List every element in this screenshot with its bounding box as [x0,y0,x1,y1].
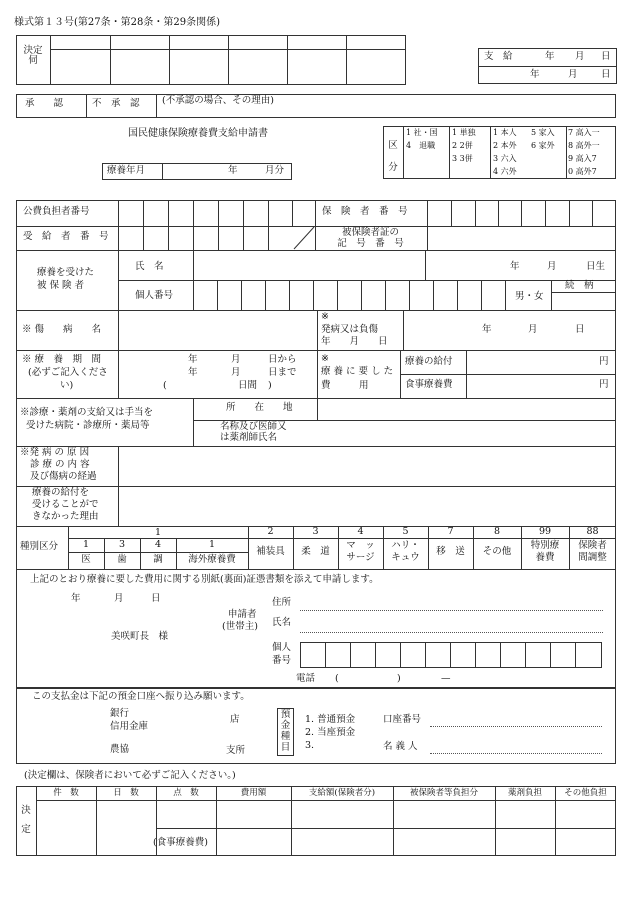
type-sub-label-0[interactable]: 医 [81,554,91,565]
decision-note: (決定欄は、保険者において必ずご記入ください。) [24,770,236,781]
kubun-col4-0: 5 家入 [531,128,555,137]
period-to-year: 年 [188,367,198,378]
kubun-col3-3: 4 六外 [493,167,517,176]
type-label-3[interactable]: ハリ・ [391,540,420,551]
recipient-number-label: 受 給 者 番 号 [23,231,109,242]
period-from-suffix: 日から [268,354,297,365]
type-class-label: 種別区分 [20,541,59,552]
cause-label-2: 診 療 の 内 容 [30,459,90,470]
type-label-7[interactable]: 保険者 [578,540,607,551]
cost-label-1: 療 養 に 要 し た [321,366,394,377]
phone-close: ) [397,673,401,684]
approve-label[interactable]: 承 認 [25,98,64,109]
decision-header-0: 件 数 [53,788,79,798]
account-type-other[interactable]: 3. [305,740,315,751]
applicant-name-label: 氏名 [272,617,292,628]
kubun-col1-0: 1 社・国 [406,128,438,137]
decision-header-3: 費用額 [240,788,267,798]
declaration-box [16,570,616,688]
payment-month-2: 月 [568,69,578,80]
benefit-yen: 円 [599,356,609,367]
reason-label-1: 療養の給付を [32,487,90,498]
main-form-table [16,200,616,570]
form-number: 様式第１３号(第27条・第28条・第29条関係) [14,17,220,28]
type-sub-label-1[interactable]: 歯 [117,554,127,565]
onset-label-1: 発病又は負傷 [321,324,379,335]
phone-label: 電話 [296,673,316,684]
treatment-month-label: 療養年月 [107,165,146,176]
public-payer-number-label: 公費負担者番号 [23,206,90,217]
kubun-col2-2: 3 3併 [452,154,473,163]
payment-day-2: 日 [601,69,611,80]
phone-open: ( [335,673,339,684]
declaration-day: 日 [151,593,161,604]
period-label-2: (必ずご記入くださ [28,367,108,378]
card-number-label: 記 号 番 号 [337,238,404,249]
type-label-0[interactable]: 補装具 [256,546,285,557]
sex-option[interactable]: 男・女 [515,291,544,302]
type-code-7: 88 [586,526,599,537]
bank-intro: この支払金は下記の預金口座へ振り込み願います。 [32,691,250,702]
kubun-col5-0: 7 高入一 [568,128,600,137]
account-type-char-0: 預 [280,709,291,720]
applicant-personal-number-field[interactable] [300,642,602,668]
decision-header-4: 支給額(保険者分) [308,788,376,798]
insured-label-1: 療養を受けた [37,267,95,278]
account-type-ordinary[interactable]: 1. 普通預金 [305,714,356,725]
birth-day-unit: 日生 [586,261,606,272]
decision-header-6: 薬剤負担 [507,788,542,798]
type-sub-code-1: 3 [118,539,126,550]
decision-header-5: 被保険者等負担分 [409,788,478,798]
decision-header-2: 点 数 [173,788,199,798]
decision-meal-note: (食事療養費) [153,837,208,848]
kubun-col4-1: 6 家外 [531,141,555,150]
phone-dash: — [441,673,451,684]
period-days-close: ) [268,380,272,391]
payment-day: 日 [601,51,611,62]
meal-yen: 円 [599,379,609,390]
type-label-3b: キュウ [391,552,420,563]
applicant-address-label: 住所 [272,597,292,608]
decision-label: 決定伺 [23,45,43,67]
type-label-1[interactable]: 柔 道 [301,546,330,557]
insured-name-label: 氏 名 [135,261,164,272]
cause-label-1: ※発 病 の 原 因 [20,447,90,458]
period-days-open: ( [163,380,167,391]
applicant-personal-label-1: 個人 [272,642,292,653]
account-type-char-3: 目 [280,742,291,753]
decision-header-1: 日 数 [113,788,139,798]
kubun-col1-1: 4 退職 [406,141,436,150]
cost-label-2: 費 用 [321,380,369,391]
treatment-month-unit: 月分 [265,165,285,176]
meal-cost-label: 食事療養費 [405,379,453,390]
onset-year-unit: 年 [482,324,492,335]
kubun-col3-1: 2 本外 [493,141,517,150]
insured-label-2: 被 保 険 者 [37,280,85,291]
onset-mark: ※ [321,311,329,322]
account-type-char-1: 金 [280,720,291,731]
mayor-addressee: 美咲町長 様 [111,631,169,642]
type-sub-code-0: 1 [82,539,90,550]
onset-month-unit: 月 [528,324,538,335]
personal-number-label: 個人番号 [135,290,174,301]
cause-label-3: 及び傷病の経過 [30,471,97,482]
diagonal-slash [292,226,315,250]
form-title: 国民健康保険療養費支給申請書 [128,128,268,139]
kubun-col2-1: 2 2併 [452,141,473,150]
hospital-label-1: ※診療・薬剤の支給又は手当を [20,407,154,418]
period-from-year: 年 [188,354,198,365]
applicant-label-1: 申請者 [228,609,257,620]
type-code-5: 8 [493,526,501,537]
kubun-col5-3: 0 高外7 [568,167,597,176]
cost-mark: ※ [321,353,329,364]
type-code-2: 4 [357,526,364,537]
decision-stamp-box [16,35,406,85]
type-code-4: 7 [447,526,454,537]
kubun-col2-0: 1 単独 [452,128,476,137]
applicant-personal-label-2: 番号 [272,655,292,666]
birth-year-unit: 年 [510,261,520,272]
type-code-3: 5 [402,526,409,537]
type-label-2[interactable]: マ ッ [346,540,375,551]
declaration-month: 月 [114,593,124,604]
account-type-current[interactable]: 2. 当座預金 [305,727,356,738]
payment-month: 月 [575,51,585,62]
hospital-label-2: 受けた病院・診療所・薬局等 [26,420,150,431]
period-label-3: い) [60,380,74,391]
nokyo-label: 農協 [110,744,130,755]
type-code-6: 99 [538,526,552,537]
reject-label[interactable]: 不 承 認 [92,98,140,109]
period-days: 日間 [238,380,258,391]
type-head-1: 1 [154,527,162,538]
branch-label: 店 [230,714,240,725]
applicant-label-2: (世帯主) [222,621,258,632]
period-from-month: 月 [231,354,241,365]
payment-label: 支 給 [484,51,513,62]
insurer-number-label: 保 険 者 番 号 [322,206,408,217]
type-sub-label-2[interactable]: 調 [153,554,163,565]
onset-day-unit: 日 [575,324,585,335]
relation-label: 続 柄 [565,280,594,291]
onset-label-2: 年 月 日 [321,336,388,347]
kubun-label: 区分 [388,140,398,173]
period-label-1: ※ 療 養 期 間 [22,354,102,365]
disease-label: ※ 傷 病 名 [22,324,102,335]
birth-month-unit: 月 [547,261,557,272]
card-symbol-label: 被保険者証の [341,227,399,238]
reason-label-3: きなかった理由 [32,511,99,522]
type-label-6b: 養費 [535,552,555,563]
doctor-label-1: 名称及び医師又 [220,421,287,432]
decision-side-1: 定 [21,824,31,835]
type-code-1: 3 [312,526,319,537]
declaration-year: 年 [71,593,81,604]
kubun-col3-2: 3 六入 [493,154,517,163]
period-to-suffix: 日まで [268,367,297,378]
type-sub-label-3[interactable]: 海外療養費 [188,554,236,565]
benefit-label: 療養の給付 [405,356,453,367]
period-to-month: 月 [231,367,241,378]
decision-side-0: 決 [21,805,31,816]
account-number-label: 口座番号 [383,714,422,725]
type-label-6[interactable]: 特別療 [530,540,560,551]
type-sub-code-2: 4 [154,539,162,550]
declaration-text: 上記のとおり療養に要した費用に関する別紙(裏面)証憑書類を添えて申請します。 [30,574,379,585]
kubun-col5-1: 8 高外一 [568,141,600,150]
reason-label-2: 受けることがで [32,499,99,510]
kubun-col5-2: 9 高入7 [568,154,597,163]
reject-reason-label: (不承認の場合、その理由) [162,95,274,106]
type-label-2b: サージ [346,552,375,563]
account-type-char-2: 種 [280,731,291,742]
type-label-4[interactable]: 移 送 [436,546,465,557]
doctor-label-2: は薬剤師氏名 [220,432,278,443]
type-label-7b: 間調整 [578,552,607,563]
shinkin-label: 信用金庫 [110,721,149,732]
shisho-label: 支所 [226,745,246,756]
type-sub-code-3: 1 [208,539,216,550]
type-label-5[interactable]: その他 [482,546,512,557]
treatment-year-unit: 年 [228,165,238,176]
decision-header-7: その他負担 [564,788,607,798]
payment-year-2: 年 [530,69,540,80]
account-holder-label: 名 義 人 [383,741,418,752]
type-code-0: 2 [267,526,274,537]
payment-year: 年 [545,51,555,62]
hospital-address-label: 所 在 地 [226,402,293,413]
kubun-col3-0: 1 本人 [493,128,517,137]
bank-label: 銀行 [110,708,130,719]
